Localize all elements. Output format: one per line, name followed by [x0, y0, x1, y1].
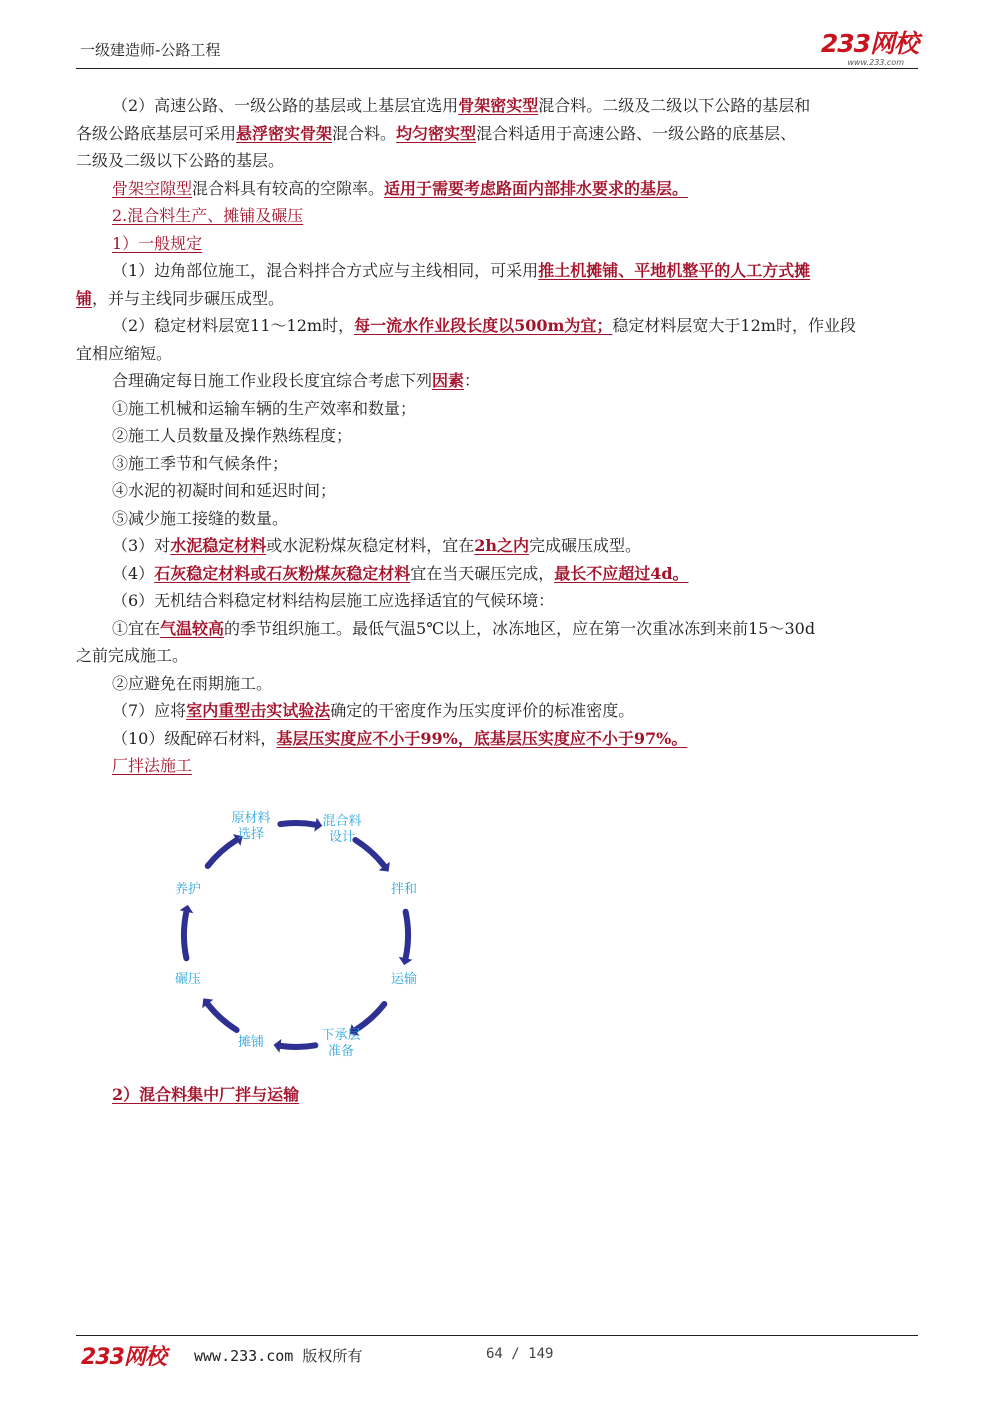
list-item: ④水泥的初凝时间和延迟时间； [112, 481, 337, 500]
paragraph-line: （3）对水泥稳定材料或水泥粉煤灰稳定材料，宜在2h之内完成碾压成型。 [112, 536, 642, 555]
subsection-heading: 1）一般规定 [112, 233, 203, 253]
paragraph-line: ②应避免在雨期施工。 [112, 673, 273, 693]
footer-rule [76, 1335, 918, 1336]
cycle-arrow-3 [355, 1004, 384, 1030]
key-term: 基层压实度应不小于99%，底基层压实度应不小于97%。 [276, 728, 688, 748]
diagram-node: 碾压 [174, 972, 202, 987]
subsection-heading-2: 2）混合料集中厂拌与运输 [112, 1085, 300, 1104]
footer-copyright: www.233.com 版权所有 [194, 1347, 363, 1365]
page-footer [76, 1340, 918, 1370]
key-term: 骨架密实型 [458, 96, 539, 115]
cycle-arrow-6 [184, 912, 186, 959]
header-rule [76, 68, 918, 69]
page-number: 64 / 149 [486, 1346, 554, 1362]
brand-logo [821, 30, 918, 67]
cycle-arrow-5 [208, 1004, 237, 1030]
key-term: 每一流水作业段长度以500m为宜； [354, 316, 613, 335]
cycle-arrows [140, 795, 460, 1075]
header-title: 一级建造师-公路工程 [80, 41, 221, 59]
section-heading: 2.混合料生产、摊铺及碾压 [112, 206, 304, 225]
key-term: 石灰稳定材料或石灰粉煤灰稳定材料 [154, 563, 411, 583]
brand-logo-text: 233网校 [820, 29, 918, 58]
list-item: ⑤减少施工接缝的数量。 [112, 508, 289, 528]
cycle-arrowhead-4 [274, 1039, 282, 1053]
key-term: 均匀密实型 [396, 123, 477, 143]
brand-url: www.233.com [847, 58, 904, 67]
key-term: 铺 [76, 288, 93, 308]
paragraph-line: （4）石灰稳定材料或石灰粉煤灰稳定材料宜在当天碾压完成，最长不应超过4d。 [112, 563, 689, 583]
paragraph-line: 各级公路底基层可采用悬浮密实骨架混合料。均匀密实型混合料适用于高速公路、一级公路的底基层、 [76, 123, 797, 143]
paragraph-line: （2）高速公路、一级公路的基层或上基层宜选用骨架密实型混合料。二级及二级以下公路的基层和 [112, 96, 811, 115]
paragraph-line: ①宜在气温较高的季节组织施工。最低气温5℃以上，冰冻地区，应在第一次重冰冻到来前15～30d [112, 618, 816, 638]
paragraph-line: （7）应将室内重型击实试验法确定的干密度作为压实度评价的标准密度。 [112, 701, 635, 720]
diagram-node: 混合料 设计 [322, 814, 362, 845]
paragraph-line: 二级及二级以下公路的基层。 [76, 151, 285, 170]
page-header [76, 30, 918, 66]
document-body [76, 92, 928, 780]
key-term: 室内重型击实试验法 [186, 701, 331, 720]
list-item: ③施工季节和气候条件； [112, 453, 289, 473]
key-term: 水泥稳定材料 [170, 536, 267, 555]
diagram-node: 原材料 选择 [231, 811, 271, 842]
diagram-node: 养护 [174, 882, 202, 897]
cycle-arrow-2 [406, 912, 408, 959]
key-term: 适用于需要考虑路面内部排水要求的基层。 [384, 178, 689, 198]
paragraph-line: 合理确定每日施工作业段长度宜综合考虑下列因素： [112, 371, 481, 390]
footer-logo: 233网校 [81, 1345, 166, 1370]
key-term: 最长不应超过4d。 [554, 563, 689, 583]
paragraph-line: 骨架空隙型混合料具有较高的空隙率。适用于需要考虑路面内部排水要求的基层。 [112, 178, 689, 198]
paragraph-line: （2）稳定材料层宽11～12m时，每一流水作业段长度以500m为宜；稳定材料层宽大于12m时，作业段 [112, 316, 856, 335]
diagram-node: 拌和 [390, 882, 418, 897]
diagram-node: 摊铺 [237, 1035, 265, 1050]
key-term: 推土机摊铺、平地机整平的人工方式摊 [538, 261, 811, 280]
paragraph-line: （1）边角部位施工，混合料拌合方式应与主线相同，可采用推土机摊铺、平地机整平的人工方式摊 [112, 261, 811, 280]
diagram-node: 运输 [390, 972, 418, 987]
key-term: 因素 [432, 371, 465, 390]
key-term: 2h之内 [474, 536, 529, 555]
cycle-arrow-7 [208, 840, 237, 866]
section-heading: 厂拌法施工 [112, 756, 193, 775]
paragraph-line: （10）级配碎石材料，基层压实度应不小于99%，底基层压实度应不小于97%。 [112, 728, 688, 748]
cycle-arrow-0 [280, 823, 315, 825]
paragraph-line: （6）无机结合料稳定材料结构层施工应选择适宜的气候环境： [112, 591, 555, 610]
paragraph-line: 铺，并与主线同步碾压成型。 [76, 288, 285, 308]
key-term: 气温较高 [160, 618, 225, 638]
list-item: ②施工人员数量及操作熟练程度； [112, 426, 353, 445]
diagram-node: 下承层 准备 [321, 1028, 361, 1059]
key-term: 骨架空隙型 [112, 178, 193, 198]
paragraph-line: 宜相应缩短。 [76, 343, 173, 363]
cycle-diagram [140, 795, 460, 1075]
paragraph-line: 之前完成施工。 [76, 646, 189, 665]
list-item: ①施工机械和运输车辆的生产效率和数量； [112, 398, 417, 418]
key-term: 悬浮密实骨架 [236, 123, 333, 143]
cycle-arrow-4 [280, 1045, 315, 1047]
